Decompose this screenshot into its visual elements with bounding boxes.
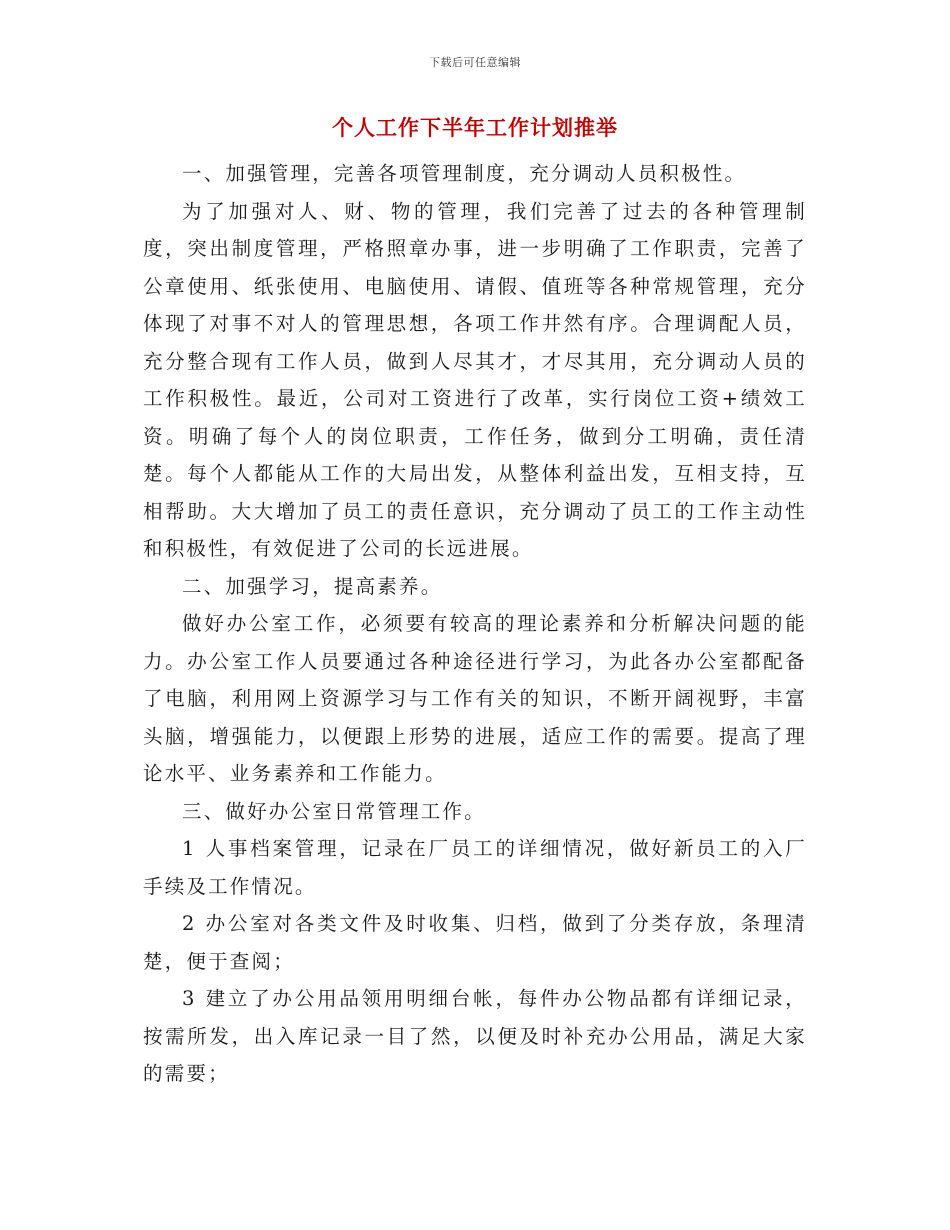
list-item-3: 3 建立了办公用品领用明细台帐，每件办公物品都有详细记录，按需所发，出入库记录一目了然，以便及时补充办公用品，满足大家的需要； [143,987,807,1085]
body-paragraph-2: 做好办公室工作，必须要有较高的理论素养和分析解决问题的能力。办公室工作人员要通过各种途径进行学习，为此各办公室都配备了电脑，利用网上资源学习与工作有关的知识，不断开阔视野，丰富头脑，增强能力，以便跟上形势的进展，适应工作的需要。提高了理论水平、业务素养和工作能力。 [143,612,807,785]
section-heading-2: 二、加强学习，提高素养。 [182,574,443,598]
section-heading-3: 三、做好办公室日常管理工作。 [182,799,486,823]
header-note: 下载后可任意编辑 [429,56,521,69]
list-item-1: 1 人事档案管理，记录在厂员工的详细情况，做好新员工的入厂手续及工作情况。 [143,837,807,898]
document-body [143,155,807,1093]
document-title: 个人工作下半年工作计划推举 [332,115,618,140]
list-item-2: 2 办公室对各类文件及时收集、归档，做到了分类存放，条理清楚，便于查阅； [143,912,807,973]
body-paragraph-1: 为了加强对人、财、物的管理，我们完善了过去的各种管理制度，突出制度管理，严格照章办事，进一步明确了工作职责，完善了公章使用、纸张使用、电脑使用、请假、值班等各种常规管理，充分体现了对事不对人的管理思想，各项工作井然有序。合理调配人员，充分整合现有工作人员，做到人尽其才，才尽其用，充分调动人员的工作积极性。最近，公司对工资进行了改革，实行岗位工资+绩效工资。明确了每个人的岗位职责，工作任务，做到分工明确，责任清楚。每个人都能从工作的大局出发，从整体利益出发，互相支持，互相帮助。大大增加了员工的责任意识，充分调动了员工的工作主动性和积极性，有效促进了公司的长远进展。 [143,199,807,560]
section-heading-1: 一、加强管理，完善各项管理制度，充分调动人员积极性。 [182,162,747,185]
